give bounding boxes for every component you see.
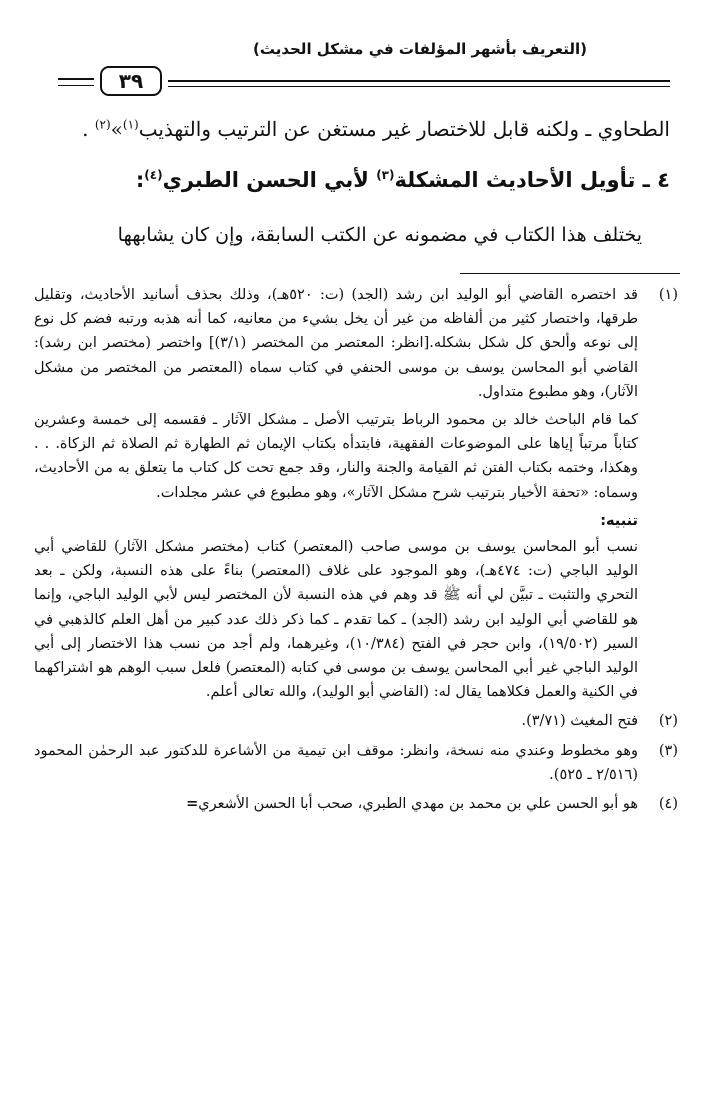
footnote-paragraph: قد اختصره القاضي أبو الوليد ابن رشد (الجد) (ت: ٥٢٠هـ)، وذلك بحذف أسانيد الأحاديث، وتقليل طرقها، واختصار كثير من ألفاظه من غير أن يخل بشيء من معانيه، كما أنه هذبه ورتبه فضم كل نوع إلى نوعه وألحق كل شكل بشكله.[انظر: المعتصر من المختصر (٣/١)] واختصر (مختصر ابن رشد): القاضي أبو المحاسن يوسف بن موسى الحنفي في كتاب سماه (المعتصر من المختصر من مشكل الآثار)، وهو مطبوع متداول.: [34, 287, 638, 400]
body-text: الطحاوي ـ ولكنه قابل للاختصار غير مستغن عن الترتيب والتهذيب: [138, 117, 670, 141]
heading-colon: :: [135, 168, 145, 192]
footnote-ref-1[interactable]: (١): [122, 117, 139, 132]
footnote-number: (٣): [658, 742, 678, 759]
footnote-note: نسب أبو المحاسن يوسف بن موسى صاحب (المعتصر) كتاب (مختصر مشكل الآثار) للقاضي أبي الوليد الباجي (ت: ٤٧٤هـ)، وهو الموجود على غلاف (المعتصر) بناءً على هذه النسبة، ولكن ـ بعد التحري والتثبت ـ تبيَّن لي أنه ﷺ قد وهم في هذه النسبة لأن المختصر ليس لأبي الوليد الباجي، وإنما هو للقاضي أبي الوليد ابن رشد (الجد) ـ كما تقدم ـ كما ذكر ذلك عدد كبير من أهل العلم كالذهبي في السير (١٩/٥٠٢)، وابن حجر في الفتح (١٠/٣٨٤)، وغيرهما، ولم أجد من نسب هذا الاختصار إلى أبي الوليد الباجي غير أبي المحاسن يوسف بن موسى في كتابه (المعتصر) فلعل سبب الوهم هو اشتراكهما في الكنية والعمل فكلاهما يقال له: (القاضي أبو الوليد)، والله تعالى أعلم.: [34, 539, 638, 701]
footnote-body: [34, 709, 638, 737]
footnote-ref-3[interactable]: (٣): [376, 168, 395, 182]
footnotes: [34, 282, 678, 820]
body-line-continuation: [40, 114, 670, 144]
body-paragraph: يختلف هذا الكتاب في مضمونه عن الكتب السابقة، وإن كان يشابهها: [117, 224, 642, 246]
footnote-number: (١): [658, 287, 678, 303]
footnote-ref-2[interactable]: (٢): [94, 117, 111, 132]
heading-author: لأبي الحسن الطبري: [162, 168, 377, 192]
continuation-mark: =: [186, 795, 199, 813]
page-number-dash: [58, 78, 94, 86]
footnote-2: [34, 709, 678, 737]
footnote-paragraph: [34, 792, 638, 816]
section-heading: [40, 164, 670, 196]
footnote-paragraph: فتح المغيث (٣/٧١).: [521, 713, 638, 730]
footnote-body: [34, 283, 638, 708]
footnote-ref-4[interactable]: (٤): [144, 168, 163, 182]
footnote-body: [34, 792, 638, 820]
closing-quote: »: [110, 117, 123, 141]
heading-title: ٤ ـ تأويل الأحاديث المشكلة: [394, 168, 670, 192]
footnote-number: (٢): [658, 713, 678, 730]
header-rule: [168, 80, 670, 87]
footnote-separator: [460, 273, 680, 274]
footnote-3: [34, 739, 678, 791]
footnote-1: [34, 283, 678, 708]
period: .: [82, 117, 89, 141]
footnote-subhead: تنبيه:: [600, 512, 638, 529]
page-number: ٣٩: [100, 66, 162, 96]
footnote-body: [34, 739, 638, 791]
footnote-4: [34, 792, 678, 820]
footnote-paragraph: وهو مخطوط وعندي منه نسخة، وانظر: موقف ابن تيمية من الأشاعرة للدكتور عبد الرحمٰن المحمود (٢/٥١٦ ـ ٥٢٥).: [34, 742, 638, 783]
footnote-text: هو أبو الحسن علي بن محمد بن مهدي الطبري، صحب أبا الحسن الأشعري: [198, 796, 638, 813]
footnote-paragraph: كما قام الباحث خالد بن محمود الرباط بترتيب الأصل ـ مشكل الآثار ـ فقسمه إلى خمسة وعشرين كتاباً مرتباً إياها على الموضوعات الفقهية، فابتدأه بكتاب الإيمان ثم الطهارة ثم الصلاة ثم الزكاة. . . وهكذا، وختمه بكتاب الفتن ثم القيامة والجنة والنار، وقد جمع تحت كل كتاب ما يتعلق به من الأحاديث، وسماه: «تحفة الأخيار بترتيب شرح مشكل الآثار»، وهو مطبوع في عشر مجلدات.: [34, 412, 638, 501]
running-title: (التعريف بأشهر المؤلفات في مشكل الحديث): [252, 40, 588, 58]
footnote-number: (٤): [658, 796, 678, 813]
